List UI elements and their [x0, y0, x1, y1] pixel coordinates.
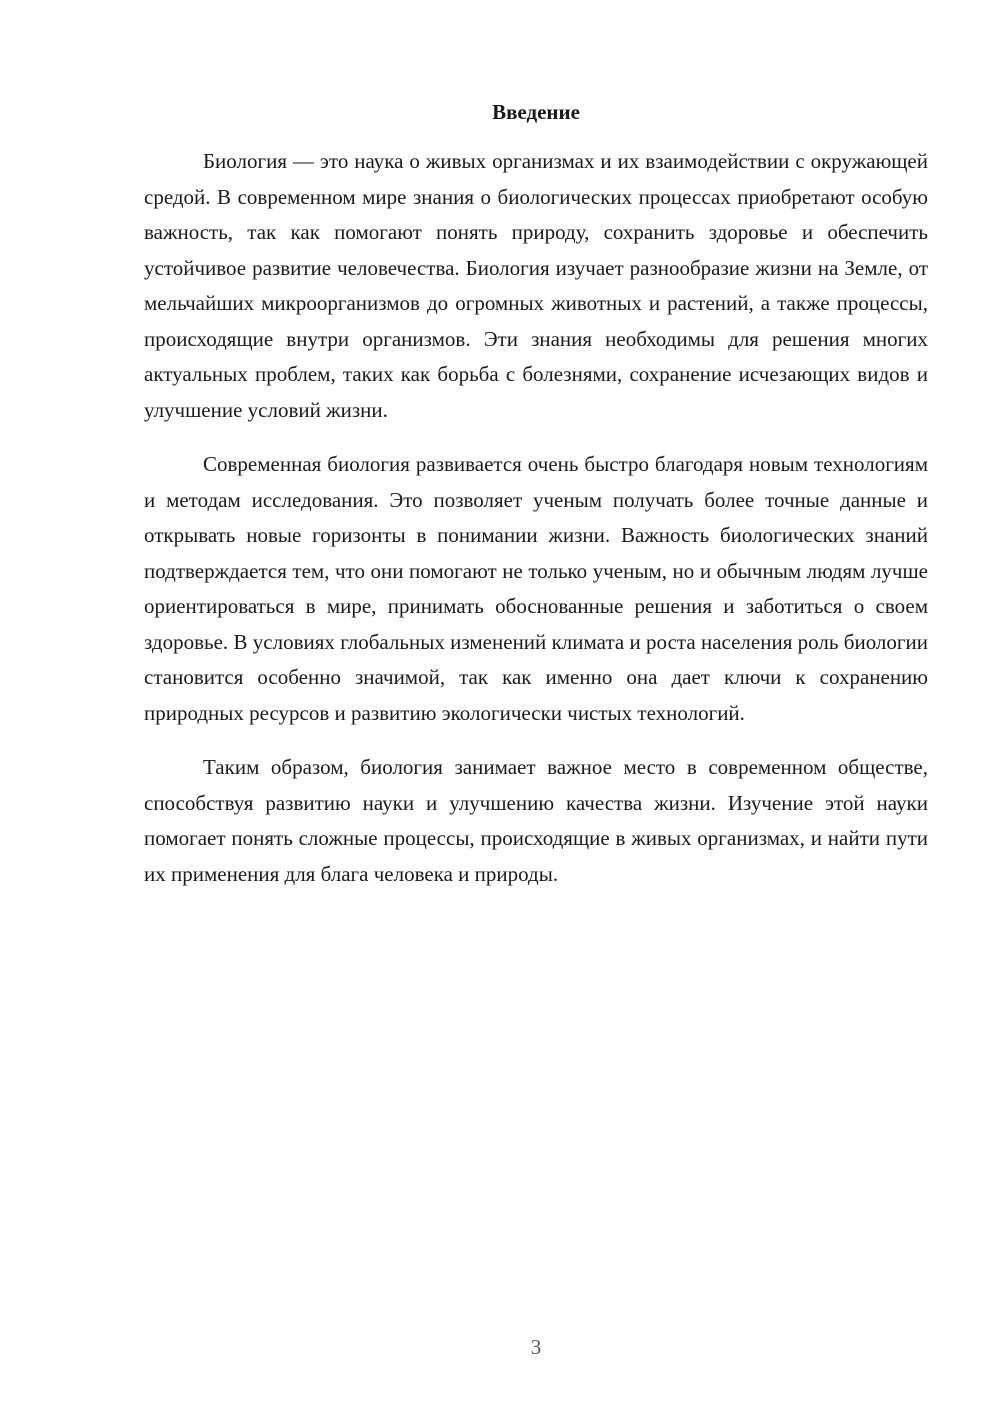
paragraph-1: Биология — это наука о живых организмах и их взаимодействии с окружающей средой. В современном мире знания о биологических процессах приобретают особую важность, так как помогают понять природу, сохранить здоровье и обеспечить устойчивое развитие человечества. Биология изучает разнообразие жизни на Земле, от мельчайших микроорганизмов до огромных животных и растений, а также процессы, происходящие внутри организмов. Эти знания необходимы для решения многих актуальных проблем, таких как борьба с болезнями, сохранение исчезающих видов и улучшение условий жизни.: [144, 149, 928, 422]
page-title: Введение: [492, 100, 580, 124]
page-number: 3: [530, 1335, 542, 1359]
paragraph-2: Современная биология развивается очень быстро благодаря новым технологиям и методам исследования. Это позволяет ученым получать более точные данные и открывать новые горизонты в понимании жизни. Важность биологических знаний подтверждается тем, что они помогают не только ученым, но и обычным людям лучше ориентироваться в мире, принимать обоснованные решения и заботиться о своем здоровье. В условиях глобальных изменений климата и роста населения роль биологии становится особенно значимой, так как именно она дает ключи к сохранению природных ресурсов и развитию экологически чистых технологий.: [144, 452, 928, 725]
paragraph-3: Таким образом, биология занимает важное место в современном обществе, способствуя развитию науки и улучшению качества жизни. Изучение этой науки помогает понять сложные процессы, происходящие в живых организмах, и найти пути их применения для блага человека и природы.: [144, 755, 928, 886]
document-body: [144, 144, 928, 911]
